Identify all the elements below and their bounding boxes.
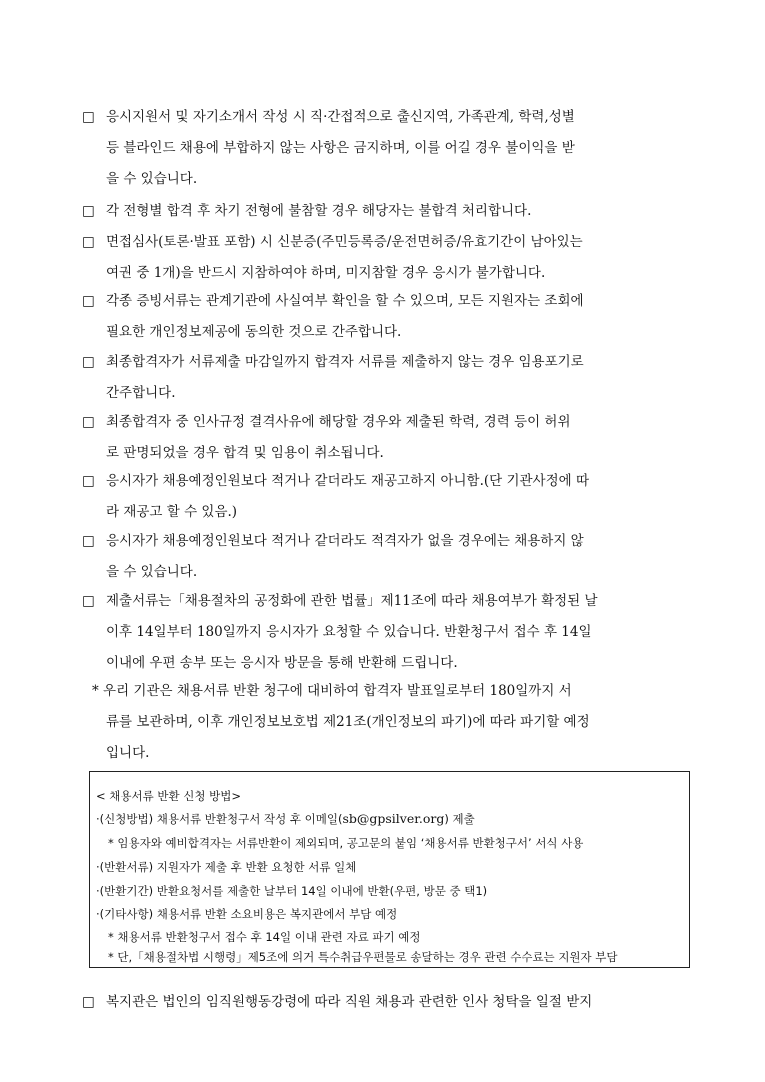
notice-text: 각 전형별 합격 후 차기 전형에 불참할 경우 해당자는 불합격 처리합니다. bbox=[106, 203, 532, 219]
notice-item bbox=[82, 227, 694, 289]
notice-text: 등 블라인드 채용에 부합하지 않는 사항은 금지하며, 이를 어길 경우 불이익을 받 bbox=[106, 140, 575, 156]
notice-text: 최종합격자가 서류제출 마감일까지 합격자 서류를 제출하지 않는 경우 임용포기로 bbox=[106, 354, 584, 370]
notice-text: 로 판명되었을 경우 합격 및 임용이 취소됩니다. bbox=[106, 445, 384, 461]
box-line-disposal: * 채용서류 반환청구서 접수 후 14일 이내 관련 자료 파기 예정 bbox=[108, 930, 421, 944]
notice-item bbox=[82, 586, 694, 679]
box-line-other: ·(기타사항) 채용서류 반환 소요비용은 복지관에서 부담 예정 bbox=[96, 907, 398, 921]
notice-text: 각종 증빙서류는 관계기관에 사실여부 확인을 할 수 있으며, 모든 지원자는 조회에 bbox=[106, 293, 584, 309]
box-line-return-docs: ·(반환서류) 지원자가 제출 후 반환 요청한 서류 일체 bbox=[96, 860, 357, 874]
notice-text: 최종합격자 중 인사규정 결격사유에 해당할 경우와 제출된 학력, 경력 등이 허위 bbox=[106, 414, 571, 430]
checkbox-icon: □ bbox=[82, 109, 95, 125]
box-title: < 채용서류 반환 신청 방법> bbox=[96, 789, 241, 803]
notice-text: 간주합니다. bbox=[106, 385, 176, 401]
note-text: 입니다. bbox=[106, 745, 150, 761]
notice-text: 을 수 있습니다. bbox=[106, 564, 198, 580]
box-line-exclusion: * 임용자와 예비합격자는 서류반환이 제외되며, 공고문의 붙임 ‘채용서류 반환청구서’ 서식 사용 bbox=[108, 836, 584, 850]
notice-item bbox=[82, 466, 694, 528]
notice-text: 이후 14일부터 180일까지 응시자가 요청할 수 있습니다. 반환청구서 접수 후 14일 bbox=[106, 624, 592, 640]
notice-item bbox=[82, 526, 694, 588]
checkbox-icon: □ bbox=[82, 203, 95, 219]
notice-text: 응시자가 채용예정인원보다 적거나 같더라도 적격자가 없을 경우에는 채용하지 않 bbox=[106, 533, 584, 549]
notice-text: 제출서류는「채용절차의 공정화에 관한 법률」제11조에 따라 채용여부가 확정된 날 bbox=[106, 593, 598, 609]
note-text: 류를 보관하며, 이후 개인정보보호법 제21조(개인정보의 파기)에 따라 파기할 예정 bbox=[106, 714, 590, 730]
notice-item bbox=[82, 102, 694, 195]
return-method-box bbox=[89, 771, 690, 968]
notice-text: 이내에 우편 송부 또는 응시자 방문을 통해 반환해 드립니다. bbox=[106, 655, 458, 671]
checkbox-icon: □ bbox=[82, 234, 95, 250]
box-line-prefix: ·(신청방법) 채용서류 반환청구서 작성 후 이메일( bbox=[96, 812, 343, 826]
notice-text: 응시지원서 및 자기소개서 작성 시 직·간접적으로 출신지역, 가족관계, 학력,성별 bbox=[106, 109, 575, 125]
email-link[interactable]: sb@gpsilver.org bbox=[342, 811, 445, 826]
notice-item bbox=[82, 407, 694, 469]
box-line-fee: * 단,「채용절차법 시행령」제5조에 의거 특수취급우편물로 송달하는 경우 관련 수수료는 지원자 부담 bbox=[108, 950, 618, 964]
checkbox-icon: □ bbox=[82, 473, 95, 489]
checkbox-icon: □ bbox=[82, 414, 95, 430]
notice-text: 여권 중 1개)을 반드시 지참하여야 하며, 미지참할 경우 응시가 불가합니다. bbox=[106, 265, 546, 281]
box-line-apply-method bbox=[96, 811, 475, 827]
checkbox-icon: □ bbox=[82, 533, 95, 549]
retention-note bbox=[92, 676, 694, 769]
notice-text: 복지관은 법인의 임직원행동강령에 따라 직원 채용과 관련한 인사 청탁을 일절 받지 bbox=[106, 994, 593, 1010]
notice-text: 면접심사(토론·발표 포함) 시 신분증(주민등록증/운전면허증/유효기간이 남아있는 bbox=[106, 234, 583, 250]
notice-item bbox=[82, 347, 694, 409]
notice-text: 을 수 있습니다. bbox=[106, 171, 198, 187]
checkbox-icon: □ bbox=[82, 293, 95, 309]
notice-item bbox=[82, 286, 694, 348]
checkbox-icon: □ bbox=[82, 354, 95, 370]
checkbox-icon: □ bbox=[82, 593, 95, 609]
notice-text: 라 재공고 할 수 있음.) bbox=[106, 504, 238, 520]
notice-item bbox=[82, 987, 694, 1018]
notice-item bbox=[82, 196, 694, 227]
notice-text: 응시자가 채용예정인원보다 적거나 같더라도 재공고하지 아니함.(단 기관사정에 따 bbox=[106, 473, 589, 489]
checkbox-icon: □ bbox=[82, 994, 95, 1010]
note-text: * 우리 기관은 채용서류 반환 청구에 대비하여 합격자 발표일로부터 180일까지 서 bbox=[92, 683, 572, 699]
box-line-suffix: ) 제출 bbox=[444, 812, 475, 826]
notice-text: 필요한 개인정보제공에 동의한 것으로 간주합니다. bbox=[106, 324, 402, 340]
box-line-return-period: ·(반환기간) 반환요청서를 제출한 날부터 14일 이내에 반환(우편, 방문 중 택1) bbox=[96, 884, 488, 898]
